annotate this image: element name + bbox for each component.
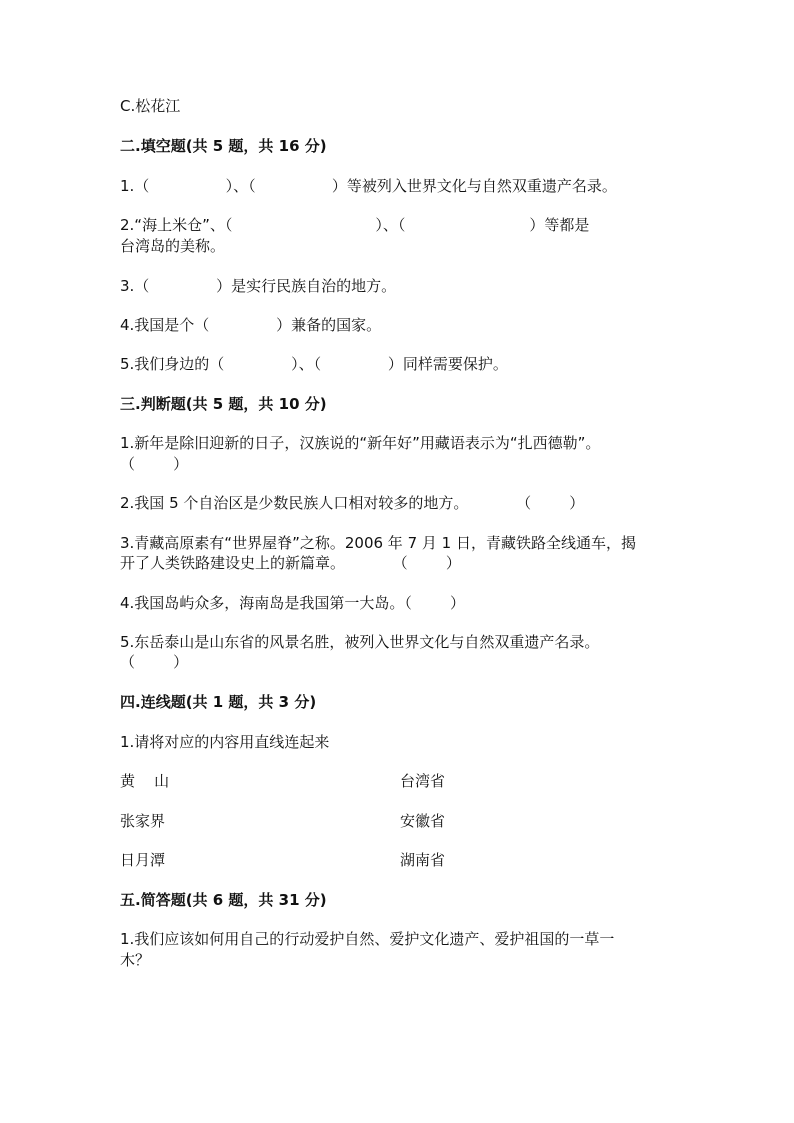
short-answer-q1-line2: 木？: [120, 951, 151, 969]
matching-left-item: 张家界: [120, 812, 166, 830]
true-false-q3-line1: 3.青藏高原素有“世界屋脊”之称。2006 年 7 月 1 日，青藏铁路全线通车，揭: [120, 534, 636, 552]
true-false-q3-line2: 开了人类铁路建设史上的新篇章。 （ ）: [120, 554, 461, 572]
fill-blank-q2-line2: 台湾岛的美称。: [120, 237, 226, 255]
section-true-false-heading: 三.判断题(共 5 题，共 10 分): [120, 395, 327, 413]
true-false-q4: 4.我国岛屿众多，海南岛是我国第一大岛。（ ）: [120, 594, 465, 612]
fill-blank-q1: 1.（ ）、（ ）等被列入世界文化与自然双重遗产名录。: [120, 177, 617, 195]
true-false-q1-line2: （ ）: [120, 455, 189, 473]
fill-blank-q5: 5.我们身边的（ ）、（ ）同样需要保护。: [120, 355, 508, 373]
fill-blank-q4: 4.我国是个（ ）兼备的国家。: [120, 316, 382, 334]
matching-right-item: 台湾省: [400, 772, 446, 790]
previous-option-c: C.松花江: [120, 97, 181, 115]
matching-left-item: 黄 山: [120, 772, 170, 790]
fill-blank-q3: 3.（ ）是实行民族自治的地方。: [120, 277, 397, 295]
fill-blank-q2-line1: 2.“海上米仓”、（ ）、（ ）等都是: [120, 216, 590, 234]
section-short-answer-heading: 五.简答题(共 6 题，共 31 分): [120, 891, 327, 909]
matching-right-item: 安徽省: [400, 812, 446, 830]
matching-q1: 1.请将对应的内容用直线连起来: [120, 733, 330, 751]
true-false-q5-line2: （ ）: [120, 653, 189, 671]
true-false-q2: 2.我国 5 个自治区是少数民族人口相对较多的地方。 （ ）: [120, 494, 585, 512]
true-false-q1-line1: 1.新年是除旧迎新的日子，汉族说的“新年好”用藏语表示为“扎西德勒”。: [120, 434, 601, 452]
section-matching-heading: 四.连线题(共 1 题，共 3 分): [120, 693, 317, 711]
true-false-q5-line1: 5.东岳泰山是山东省的风景名胜，被列入世界文化与自然双重遗产名录。: [120, 633, 600, 651]
matching-right-item: 湖南省: [400, 851, 446, 869]
short-answer-q1-line1: 1.我们应该如何用自己的行动爱护自然、爱护文化遗产、爱护祖国的一草一: [120, 930, 615, 948]
section-fill-blank-heading: 二.填空题(共 5 题，共 16 分): [120, 137, 327, 155]
matching-left-item: 日月潭: [120, 851, 166, 869]
